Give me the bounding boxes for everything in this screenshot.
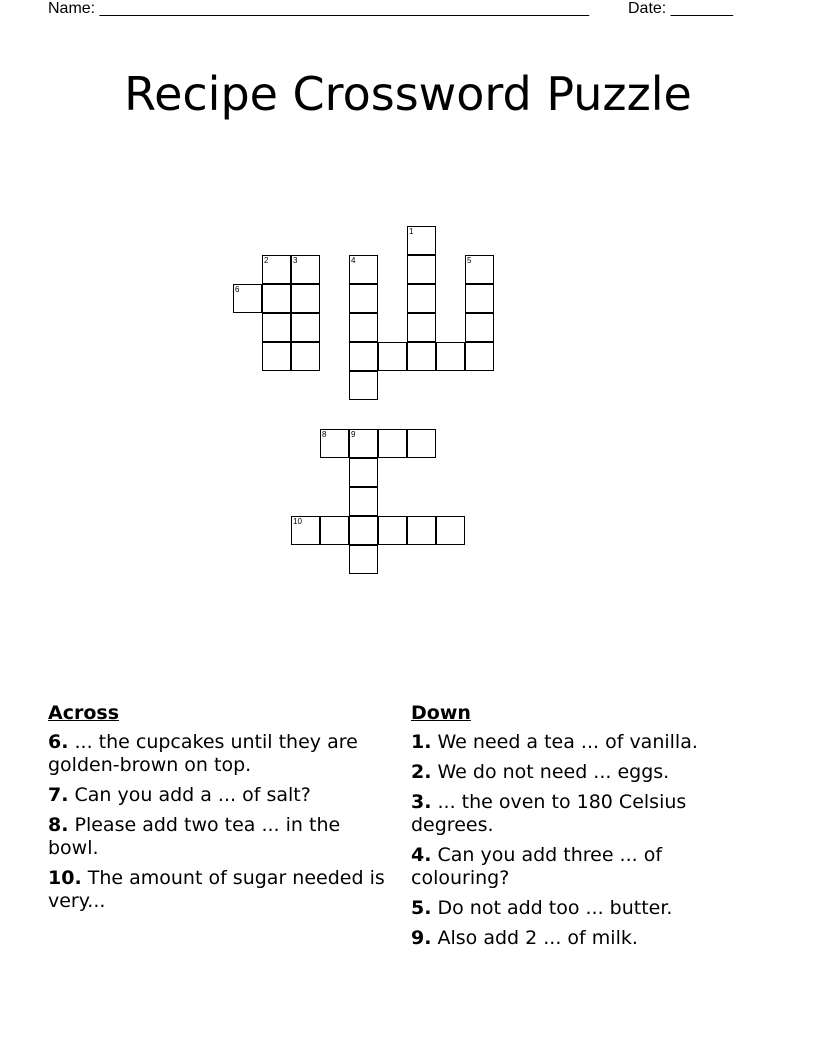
header: [48, 0, 748, 18]
clue-down-2: [411, 761, 761, 784]
crossword-cell[interactable]: [465, 255, 494, 284]
clue-down-3: [411, 791, 761, 837]
crossword-cell[interactable]: [349, 516, 378, 545]
crossword-cell[interactable]: [465, 342, 494, 371]
clue-number: 2.: [411, 761, 432, 783]
crossword-cell[interactable]: [262, 313, 291, 342]
cell-number: 9: [351, 430, 356, 439]
crossword-cell[interactable]: [349, 284, 378, 313]
clue-text: Can you add a ... of salt?: [74, 784, 311, 806]
clue-text: We do not need ... eggs.: [437, 761, 670, 783]
clue-number: 1.: [411, 731, 432, 753]
clue-text: ... the oven to 180 Celsius degrees.: [411, 791, 687, 836]
crossword-cell[interactable]: [407, 342, 436, 371]
crossword-cell[interactable]: [407, 313, 436, 342]
across-heading: Across: [48, 702, 120, 724]
clue-text: We need a tea ... of vanilla.: [437, 731, 698, 753]
clue-down-4: [411, 844, 761, 890]
clue-number: 7.: [48, 784, 69, 806]
crossword-cell[interactable]: [349, 255, 378, 284]
clue-text: The amount of sugar needed is very...: [48, 867, 385, 912]
clue-across-7: [48, 784, 393, 807]
crossword-cell[interactable]: [349, 342, 378, 371]
clue-number: 10.: [48, 867, 82, 889]
page-title: Recipe Crossword Puzzle: [124, 66, 692, 121]
crossword-cell[interactable]: [465, 313, 494, 342]
across-clues: [48, 702, 393, 920]
crossword-cell[interactable]: [378, 516, 407, 545]
crossword-cell[interactable]: [407, 226, 436, 255]
cell-number: 8: [322, 430, 327, 439]
crossword-cell[interactable]: [291, 342, 320, 371]
crossword-cell[interactable]: [407, 284, 436, 313]
crossword-cell[interactable]: [262, 342, 291, 371]
crossword-cell[interactable]: [378, 342, 407, 371]
crossword-cell[interactable]: [291, 313, 320, 342]
clue-down-9: [411, 927, 761, 950]
crossword-cell[interactable]: [407, 429, 436, 458]
cell-number: 10: [293, 517, 302, 526]
crossword-cell[interactable]: [320, 516, 349, 545]
crossword-cell[interactable]: [378, 429, 407, 458]
cell-number: 2: [264, 256, 269, 265]
crossword-cell[interactable]: [291, 255, 320, 284]
clue-text: Can you add three ... of colouring?: [411, 844, 663, 889]
crossword-cell[interactable]: [291, 284, 320, 313]
clue-down-5: [411, 897, 761, 920]
clue-number: 6.: [48, 731, 69, 753]
crossword-cell[interactable]: [407, 255, 436, 284]
crossword-cell[interactable]: [262, 255, 291, 284]
cell-number: 1: [409, 227, 414, 236]
clue-text: Also add 2 ... of milk.: [437, 927, 638, 949]
down-clues: [411, 702, 761, 957]
crossword-cell[interactable]: [349, 545, 378, 574]
crossword-cell[interactable]: [465, 284, 494, 313]
clue-across-10: [48, 867, 393, 913]
date-field[interactable]: Date: _______: [628, 0, 733, 17]
name-field[interactable]: Name: _______________________________________________________: [48, 0, 589, 17]
crossword-cell[interactable]: [349, 429, 378, 458]
clue-text: ... the cupcakes until they are golden-brown on top.: [48, 731, 358, 776]
crossword-cell[interactable]: [436, 516, 465, 545]
clue-number: 3.: [411, 791, 432, 813]
clue-number: 5.: [411, 897, 432, 919]
crossword-cell[interactable]: [349, 313, 378, 342]
crossword-cell[interactable]: [262, 284, 291, 313]
crossword-cell[interactable]: [436, 342, 465, 371]
cell-number: 4: [351, 256, 356, 265]
down-heading: Down: [411, 702, 471, 724]
clue-text: Please add two tea ... in the bowl.: [48, 814, 341, 859]
clue-number: 4.: [411, 844, 432, 866]
clue-number: 9.: [411, 927, 432, 949]
crossword-cell[interactable]: [291, 516, 320, 545]
clue-text: Do not add too ... butter.: [437, 897, 673, 919]
clue-across-8: [48, 814, 393, 860]
crossword-cell[interactable]: [407, 516, 436, 545]
clue-number: 8.: [48, 814, 69, 836]
clue-down-1: [411, 731, 761, 754]
crossword-cell[interactable]: [233, 284, 262, 313]
crossword-cell[interactable]: [320, 429, 349, 458]
cell-number: 3: [293, 256, 298, 265]
cell-number: 5: [467, 256, 472, 265]
crossword-cell[interactable]: [349, 487, 378, 516]
cell-number: 6: [235, 285, 240, 294]
crossword-cell[interactable]: [349, 458, 378, 487]
crossword-cell[interactable]: [349, 371, 378, 400]
clue-across-6: [48, 731, 393, 777]
